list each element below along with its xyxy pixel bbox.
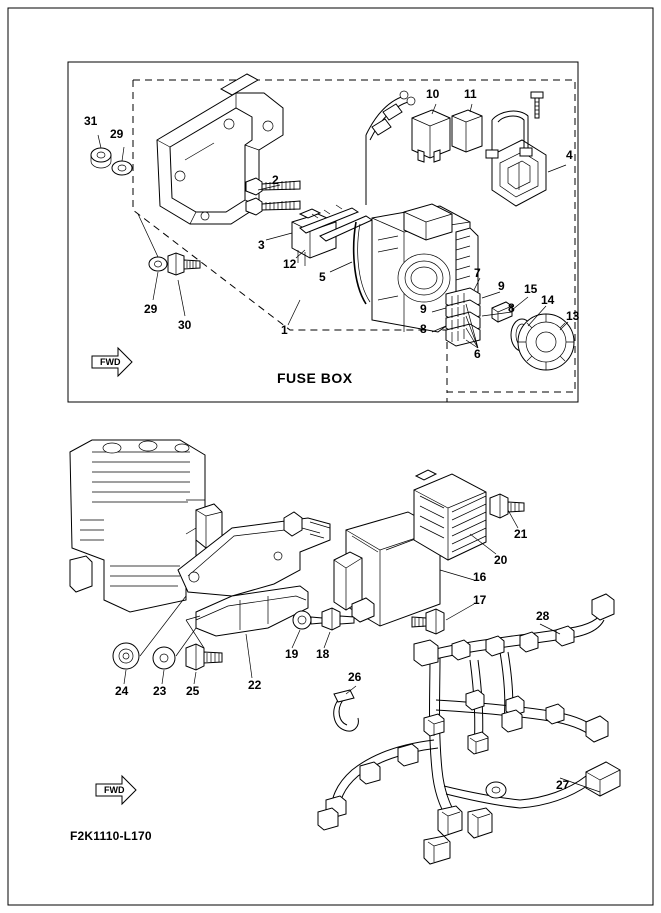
callout-16: 16 [473,570,487,584]
part-24-grommet [113,643,139,669]
callout-15: 15 [524,282,538,296]
callout-12: 12 [283,257,297,271]
part-19-bolt [293,611,322,629]
callout-9-right: 9 [498,279,505,293]
part-20-rectifier [414,470,486,560]
callout-18: 18 [316,647,330,661]
part-4-cover [492,140,546,206]
callout-21: 21 [514,527,528,541]
callout-7: 7 [474,266,481,280]
callout-26: 26 [348,670,362,684]
callout-27: 27 [556,778,570,792]
callout-19: 19 [285,647,299,661]
part-26-clamp [334,690,359,731]
part-23-washer [153,647,175,669]
part-number-label: F2K1110-L170 [70,829,152,843]
part-11-relay [452,110,482,152]
part-27-connector [486,762,620,808]
callout-6: 6 [474,347,481,361]
callout-17: 17 [473,593,487,607]
fwd-label-top: FWD [100,357,121,367]
part-28-wire-harness [318,594,614,864]
callout-4: 4 [566,148,573,162]
callout-25: 25 [186,684,200,698]
callout-2: 2 [272,173,279,187]
part-31-washer [91,148,111,168]
part-29-washer-upper [112,161,132,175]
part-21-bolt [490,494,524,518]
callout-9-left: 9 [420,302,427,316]
callout-3: 3 [258,238,265,252]
callout-30: 30 [178,318,192,332]
callout-5: 5 [319,270,326,284]
part-30-bolt [168,253,200,275]
fwd-label-bottom: FWD [104,785,125,795]
callout-31: 31 [84,114,98,128]
part-18-bolt [322,608,354,630]
callout-1: 1 [281,323,288,337]
callout-13: 13 [566,309,580,323]
fuse-box-label: FUSE BOX [277,370,353,386]
callout-22: 22 [248,678,262,692]
callout-14: 14 [541,293,555,307]
part-29-washer-lower [149,257,167,271]
callout-28: 28 [536,609,550,623]
callout-29-lower: 29 [144,302,158,316]
callout-8-right: 8 [508,301,515,315]
callout-10: 10 [426,87,440,101]
part-5-gasket [354,222,366,304]
callout-11: 11 [464,87,477,101]
part-4-screw-top [531,92,543,118]
callout-20: 20 [494,553,508,567]
part-1-bracket [157,74,283,224]
callout-8-left: 8 [420,322,427,336]
page-border [8,8,653,905]
part-10-relay [412,110,450,162]
callout-23: 23 [153,684,167,698]
relay-wires [366,91,415,205]
callout-24: 24 [115,684,129,698]
callout-29-upper: 29 [110,127,124,141]
